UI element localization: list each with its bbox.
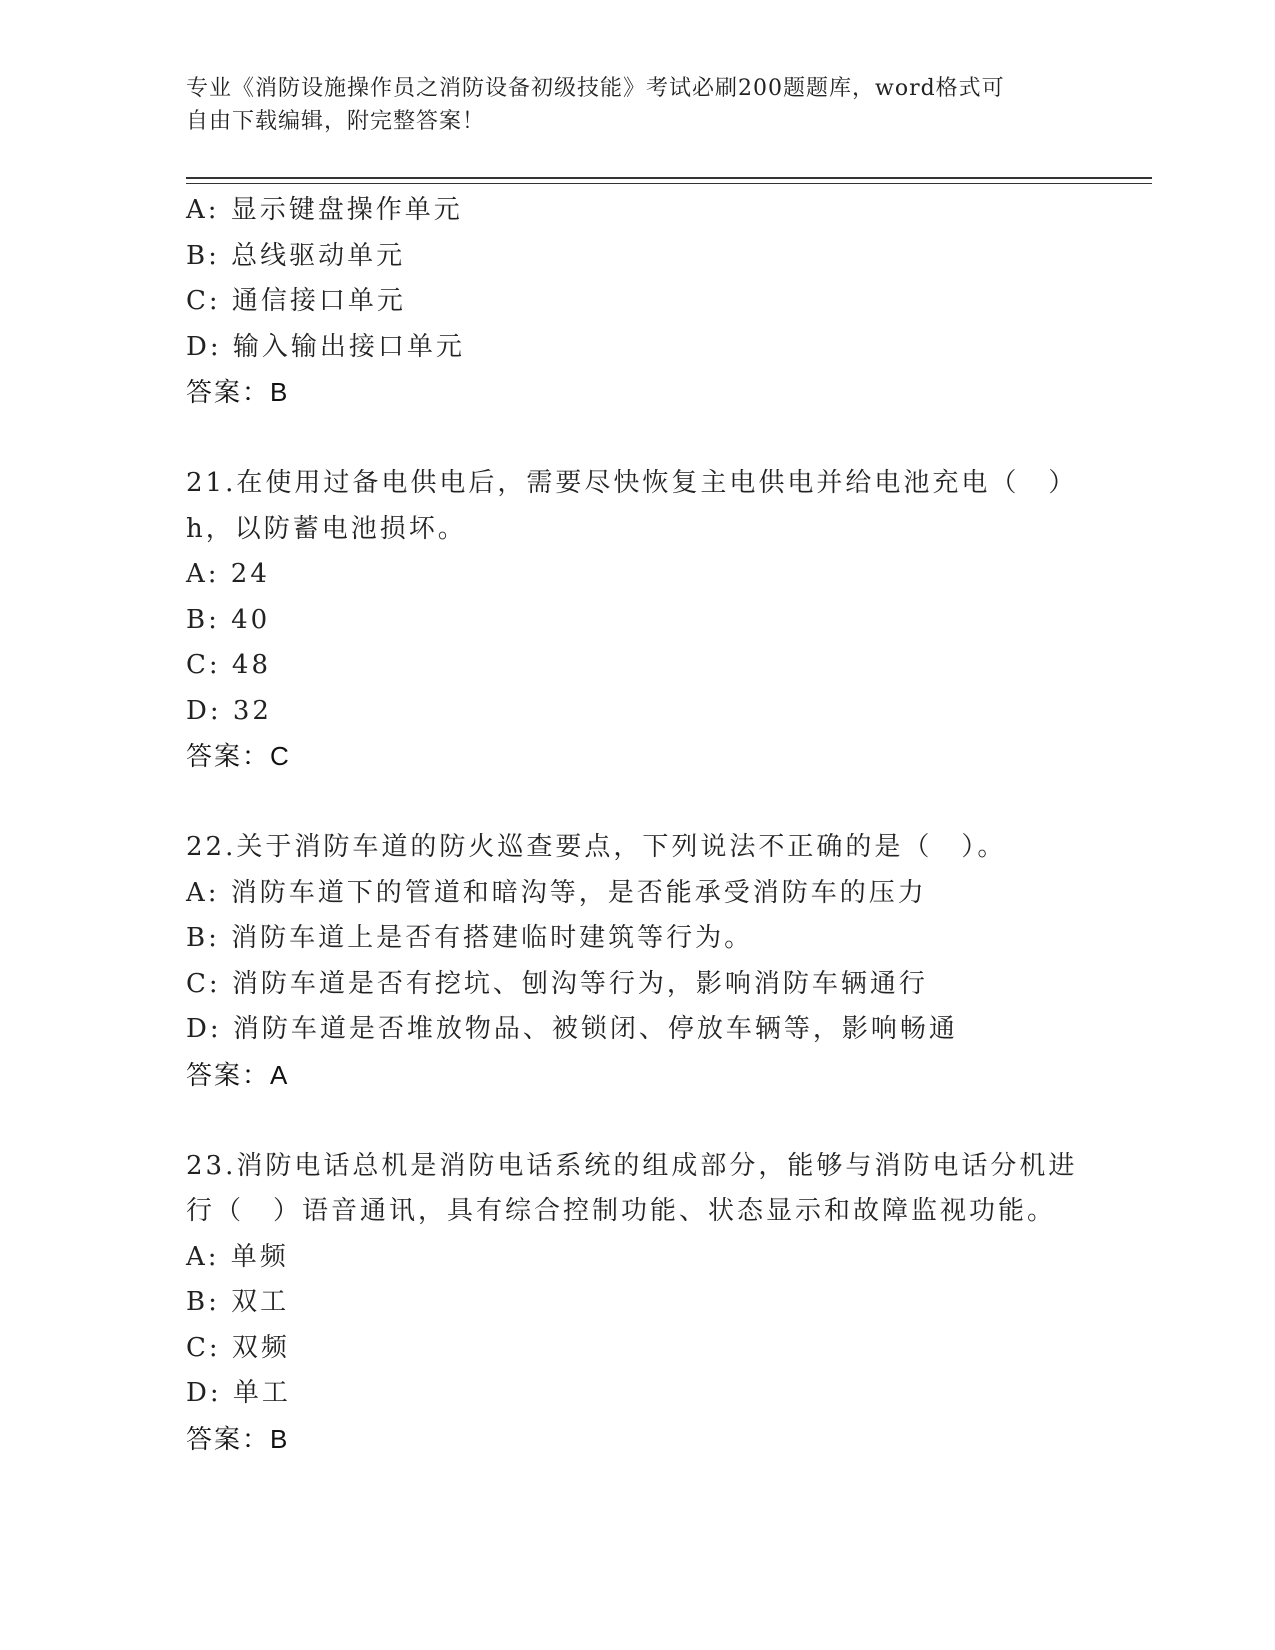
option-c: C: 双频 bbox=[186, 1332, 290, 1363]
question-22 bbox=[186, 825, 1086, 1098]
option-d: D: 32 bbox=[186, 695, 272, 726]
header-title-line-2: 自由下载编辑，附完整答案！ bbox=[186, 109, 486, 134]
option-c: C: 48 bbox=[186, 650, 272, 680]
option-b: B: 消防车道上是否有搭建临时建筑等行为。 bbox=[186, 923, 754, 953]
question-stem-line-2: 行（ ）语音通讯，具有综合控制功能、状态显示和故障监视功能。 bbox=[186, 1196, 1057, 1226]
option-d: D: 单工 bbox=[186, 1378, 291, 1408]
option-a: A: 显示键盘操作单元 bbox=[186, 195, 463, 225]
header-title-line-1: 专业《消防设施操作员之消防设备初级技能》考试必刷200题题库，word格式可 bbox=[186, 76, 1005, 101]
question-23 bbox=[186, 1144, 1086, 1463]
option-b: B: 40 bbox=[186, 604, 271, 635]
option-d: D: 消防车道是否堆放物品、被锁闭、停放车辆等，影响畅通 bbox=[186, 1014, 958, 1044]
option-d: D: 输入输出接口单元 bbox=[186, 331, 465, 362]
option-b: B: 双工 bbox=[186, 1287, 290, 1317]
question-stem-line-1: 21.在使用过备电供电后，需要尽快恢复主电供电并给电池充电（ ） bbox=[186, 468, 1078, 498]
answer-line: 答案：A bbox=[186, 1059, 290, 1090]
option-a: A: 单频 bbox=[186, 1241, 289, 1272]
question-spacer bbox=[186, 780, 1086, 826]
answer-line: 答案：B bbox=[186, 1423, 290, 1454]
header-divider-thick bbox=[186, 177, 1152, 179]
option-b: B: 总线驱动单元 bbox=[186, 240, 406, 271]
header-divider-thin bbox=[186, 183, 1152, 184]
question-stem-line-2: h，以防蓄电池损坏。 bbox=[186, 513, 467, 544]
document-header bbox=[186, 72, 1066, 138]
option-a: A: 消防车道下的管道和暗沟等，是否能承受消防车的压力 bbox=[186, 877, 927, 908]
answer-line: 答案：B bbox=[186, 377, 290, 407]
option-a: A: 24 bbox=[186, 559, 270, 589]
option-c: C: 通信接口单元 bbox=[186, 286, 406, 316]
option-c: C: 消防车道是否有挖坑、刨沟等行为，影响消防车辆通行 bbox=[186, 968, 928, 999]
question-21 bbox=[186, 461, 1086, 780]
question-20 bbox=[186, 188, 1086, 416]
question-spacer bbox=[186, 416, 1086, 462]
answer-line: 答案：C bbox=[186, 741, 291, 771]
question-stem-line-1: 22.关于消防车道的防火巡查要点，下列说法不正确的是（ ）。 bbox=[186, 832, 1007, 862]
question-list bbox=[186, 188, 1086, 1462]
question-spacer bbox=[186, 1098, 1086, 1144]
question-stem-line-1: 23.消防电话总机是消防电话系统的组成部分，能够与消防电话分机进 bbox=[186, 1150, 1078, 1181]
